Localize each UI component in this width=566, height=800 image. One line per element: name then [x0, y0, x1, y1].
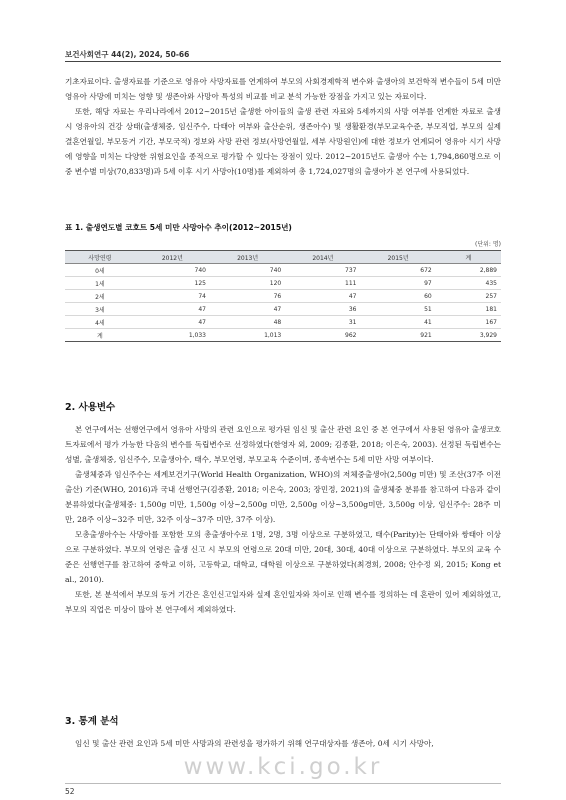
table-header-row: [65, 251, 501, 264]
table-cell: 672: [361, 264, 436, 277]
table-cell: 48: [210, 316, 285, 329]
paragraph: 출생체중과 임신주수는 세계보건기구(World Health Organization, WHO)의 저체중출생아(2,500g 미만) 및 조산(37주 이전 출산) 기준(WHO, 2016)과 국내 선행연구(김종환, 2018; 이은숙, 2003; 장민정, 2021)의 출생체중 분류를 참고하여 다음과 같이 분류하였다(출생체중: 1,500g 미만, 1,500g 이상~2,500g 미만, 2,500g 이상~3,500g미만, 3,500g 이상, 임신주수: 28주 미만, 28주 이상~32주 미만, 32주 이상~37주 미만, 37주 이상).: [65, 470, 501, 524]
table-cell: 740: [210, 264, 285, 277]
table-cell: 36: [285, 303, 360, 316]
footer-divider: [65, 783, 501, 784]
table-cell: 47: [135, 303, 210, 316]
table-cell: 1,013: [210, 329, 285, 342]
table-cell: 47: [135, 316, 210, 329]
table-cell: 31: [285, 316, 360, 329]
row-label: 4세: [65, 316, 135, 329]
table-cell: 47: [285, 290, 360, 303]
paragraph: 임신 및 출산 관련 요인과 5세 미만 사망과의 관련성을 평가하기 위해 연구대상자를 생존아, 0세 시기 사망아,: [75, 739, 434, 748]
row-label: 1세: [65, 277, 135, 290]
table-cell: 1,033: [135, 329, 210, 342]
table-total-row: [65, 329, 501, 342]
table-cell: 3,929: [436, 329, 501, 342]
column-header: 계: [436, 251, 501, 264]
mortality-table: [65, 250, 501, 342]
section-heading: 3. 통계 분석: [65, 716, 119, 727]
row-label: 3세: [65, 303, 135, 316]
table-cell: 962: [285, 329, 360, 342]
table-cell: 60: [361, 290, 436, 303]
paragraph: 기초자료이다. 출생자료를 기준으로 영유아 사망자료를 연계하여 부모의 사회경제학적 변수와 출생아의 보건학적 변수들이 5세 미만 영유아 사망에 미치는 영향 및 생존아와 사망아 특성의 비교를 비교 분석 가능한 장점을 가지고 있는 자료이다.: [65, 77, 501, 101]
header-divider: [65, 61, 501, 62]
table-unit: (단위: 명): [475, 241, 501, 248]
table-cell: 47: [210, 303, 285, 316]
table-row: [65, 303, 501, 316]
table-cell: 921: [361, 329, 436, 342]
paragraph: 본 연구에서는 선행연구에서 영유아 사망의 관련 요인으로 평가된 임신 및 출산 관련 요인 중 본 연구에서 사용된 영유아 출생코호트자료에서 평가 가능한 다음의 변수를 독립변수로 선정하였다(한영자 외, 2009; 김종환, 2018; 이은숙, 2003). 선정된 독립변수는 성별, 출생체중, 임신주수, 모출생아수, 태수, 부모연령, 부모교육 수준이며, 종속변수는 5세 미만 사망 여부이다.: [65, 425, 501, 464]
paragraph: 또한, 해당 자료는 우리나라에서 2012~2015년 출생한 아이들의 출생 관련 자료와 5세까지의 사망 여부를 연계한 자료로 출생 시 영유아의 건강 상태(출생체중, 임신주수, 다태아 여부와 출산순위, 생존아수) 및 생활환경(부모교육수준, 부모직업, 부모의 실제 결혼연월일, 부모동거 기간, 부모국적) 정보와 사망 관련 정보(사망연월일, 세부 사망원인)에 대한 정보가 연계되어 영유아 시기 사망에 영향을 미치는 다양한 위험요인을 종적으로 평가할 수 있다는 장점이 있다. 2012~2015년도 출생아 수는 1,794,860명으로 이 중 변수별 미상(70,833명)과 5세 이후 시기 사망아(10명)를 제외하여 총 1,724,027명의 출생아가 본 연구에 사용되었다.: [65, 107, 501, 176]
row-label: 2세: [65, 290, 135, 303]
table-cell: 41: [361, 316, 436, 329]
table-cell: 257: [436, 290, 501, 303]
table-caption: 표 1. 출생연도별 코호트 5세 미만 사망아수 추이(2012~2015년): [65, 223, 292, 232]
table-row: [65, 290, 501, 303]
table-cell: 181: [436, 303, 501, 316]
table-cell: 76: [210, 290, 285, 303]
row-label: 계: [65, 329, 135, 342]
table-cell: 97: [361, 277, 436, 290]
watermark: www.kci.go.kr: [183, 754, 383, 780]
page-number: 52: [65, 787, 75, 796]
intro-text: [65, 74, 501, 179]
table-cell: 167: [436, 316, 501, 329]
table-cell: 111: [285, 277, 360, 290]
row-label: 0세: [65, 264, 135, 277]
table-cell: 2,889: [436, 264, 501, 277]
column-header: 2015년: [361, 251, 436, 264]
table-cell: 737: [285, 264, 360, 277]
table-cell: 740: [135, 264, 210, 277]
column-header: 2014년: [285, 251, 360, 264]
table-cell: 125: [135, 277, 210, 290]
column-header: 2013년: [210, 251, 285, 264]
column-header: 사망연령: [65, 251, 135, 264]
paragraph: 또한, 본 분석에서 부모의 동거 기간은 혼인신고일자와 실제 혼인일자와 차이로 인해 변수를 정의하는 데 혼란이 있어 제외하였고, 부모의 직업은 미상이 많아 본 연구에서 제외하였다.: [65, 590, 501, 614]
table-cell: 435: [436, 277, 501, 290]
section-body: [65, 422, 501, 617]
table-cell: 74: [135, 290, 210, 303]
table-row: [65, 277, 501, 290]
section-heading: 2. 사용변수: [65, 402, 116, 413]
column-header: 2012년: [135, 251, 210, 264]
table-cell: 120: [210, 277, 285, 290]
running-header: 보건사회연구 44(2), 2024, 50-66: [65, 50, 190, 59]
table-row: [65, 264, 501, 277]
table-row: [65, 316, 501, 329]
table-cell: 51: [361, 303, 436, 316]
section-body: [65, 736, 501, 751]
paragraph: 모총출생아수는 사망아를 포함한 모의 총출생아수로 1명, 2명, 3명 이상으로 구분하였고, 태수(Parity)는 단태아와 쌍태아 이상으로 구분하였다. 부모의 연령은 출생 신고 시 부모의 연령으로 20대 미만, 20대, 30대, 40대 이상으로 구분하였다. 부모의 교육 수준은 선행연구를 참고하여 중학교 이하, 고등학교, 대학교, 대학원 이상으로 구분하였다(최경희, 2008; 안수정 외, 2015; Kong et al., 2010).: [65, 530, 501, 584]
